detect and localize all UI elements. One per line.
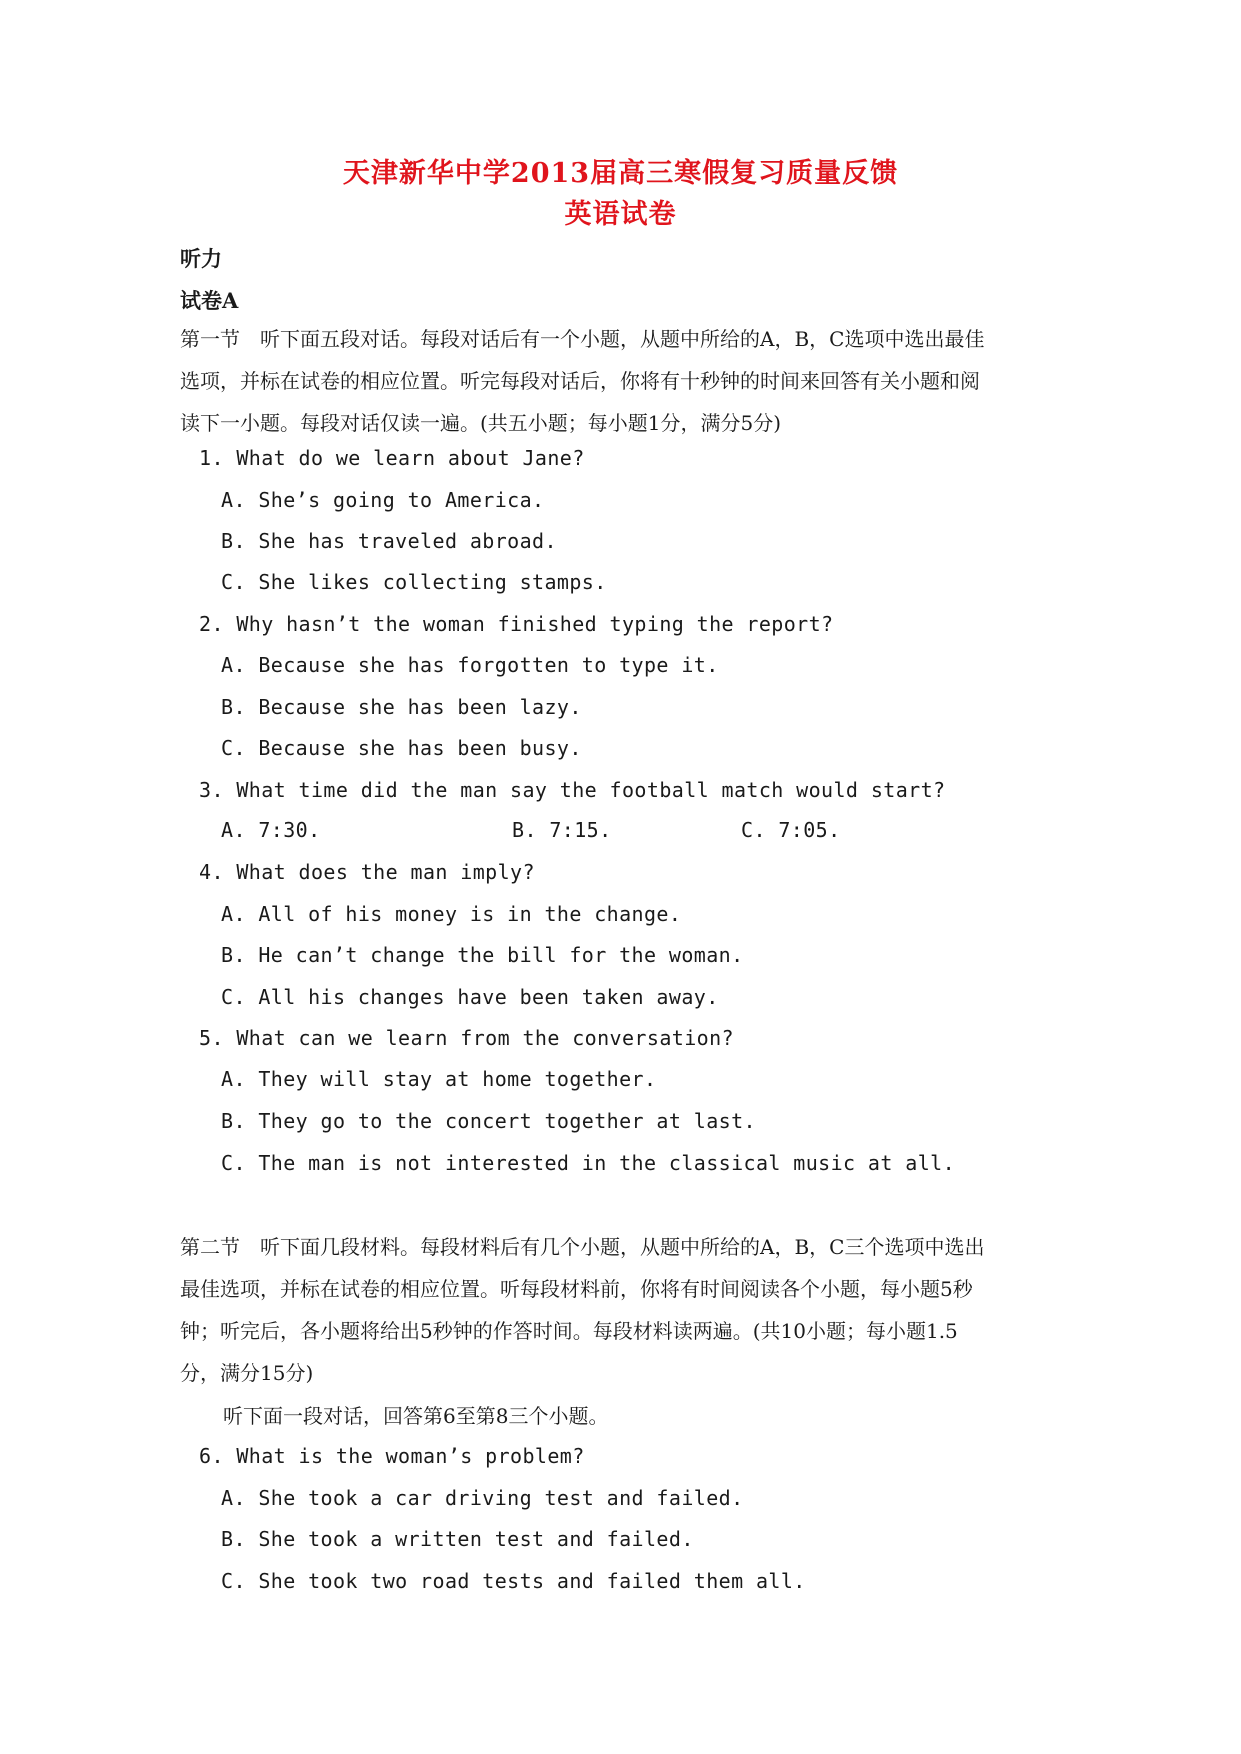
question-1-option-a: A. She’s going to America. [221, 488, 545, 512]
question-4-stem: 4. What does the man imply? [199, 860, 535, 884]
instruction-line: 最佳选项，并标在试卷的相应位置。听每段材料前，你将有时间阅读各个小题，每小题5秒 [180, 1277, 973, 1301]
question-2-option-b: B. Because she has been lazy. [221, 695, 582, 719]
question-3-option-a: A. 7:30. [221, 818, 321, 842]
question-1-option-b: B. She has traveled abroad. [221, 529, 557, 553]
exam-subtitle: 英语试卷 [564, 199, 677, 230]
question-5-option-c: C. The man is not interested in the classical music at all. [221, 1151, 956, 1175]
question-2-stem: 2. Why hasn’t the woman finished typing the report? [199, 612, 834, 636]
question-2-option-c: C. Because she has been busy. [221, 736, 582, 760]
question-6-option-b: B. She took a written test and failed. [221, 1527, 694, 1551]
question-6-option-c: C. She took two road tests and failed them all. [221, 1569, 806, 1593]
instruction-line: 钟；听完后，各小题将给出5秒钟的作答时间。每段材料读两遍。(共10小题；每小题1.5 [180, 1319, 958, 1343]
question-6-option-a: A. She took a car driving test and failed. [221, 1486, 744, 1510]
section-heading: 听力 [180, 246, 222, 271]
paper-heading: 试卷A [180, 288, 239, 313]
part2-instructions [180, 1226, 1070, 1394]
question-5-option-a: A. They will stay at home together. [221, 1067, 657, 1091]
sub-instruction: 听下面一段对话，回答第6至第8三个小题。 [223, 1404, 609, 1428]
question-5-option-b: B. They go to the concert together at last. [221, 1109, 756, 1133]
part1-instructions [180, 318, 1070, 444]
question-1-stem: 1. What do we learn about Jane? [199, 446, 585, 470]
exam-title: 天津新华中学2013届高三寒假复习质量反馈 [342, 158, 899, 189]
question-3-option-b: B. 7:15. [512, 818, 612, 842]
question-6-stem: 6. What is the woman’s problem? [199, 1444, 585, 1468]
question-4-option-b: B. He can’t change the bill for the woman. [221, 943, 744, 967]
instruction-line: 读下一小题。每段对话仅读一遍。(共五小题；每小题1分，满分5分) [180, 411, 782, 435]
question-3-option-c: C. 7:05. [741, 818, 841, 842]
question-2-option-a: A. Because she has forgotten to type it. [221, 653, 719, 677]
instruction-line: 分，满分15分) [180, 1361, 314, 1385]
instruction-line: 第二节 听下面几段材料。每段材料后有几个小题，从题中所给的A，B，C三个选项中选出 [180, 1235, 985, 1259]
question-4-option-a: A. All of his money is in the change. [221, 902, 682, 926]
question-5-stem: 5. What can we learn from the conversation? [199, 1026, 734, 1050]
instruction-line: 第一节 听下面五段对话。每段对话后有一个小题，从题中所给的A，B，C选项中选出最佳 [180, 327, 985, 351]
question-4-option-c: C. All his changes have been taken away. [221, 985, 719, 1009]
question-3-stem: 3. What time did the man say the football match would start? [199, 778, 946, 802]
question-1-option-c: C. She likes collecting stamps. [221, 570, 607, 594]
instruction-line: 选项，并标在试卷的相应位置。听完每段对话后，你将有十秒钟的时间来回答有关小题和阅 [180, 369, 980, 393]
